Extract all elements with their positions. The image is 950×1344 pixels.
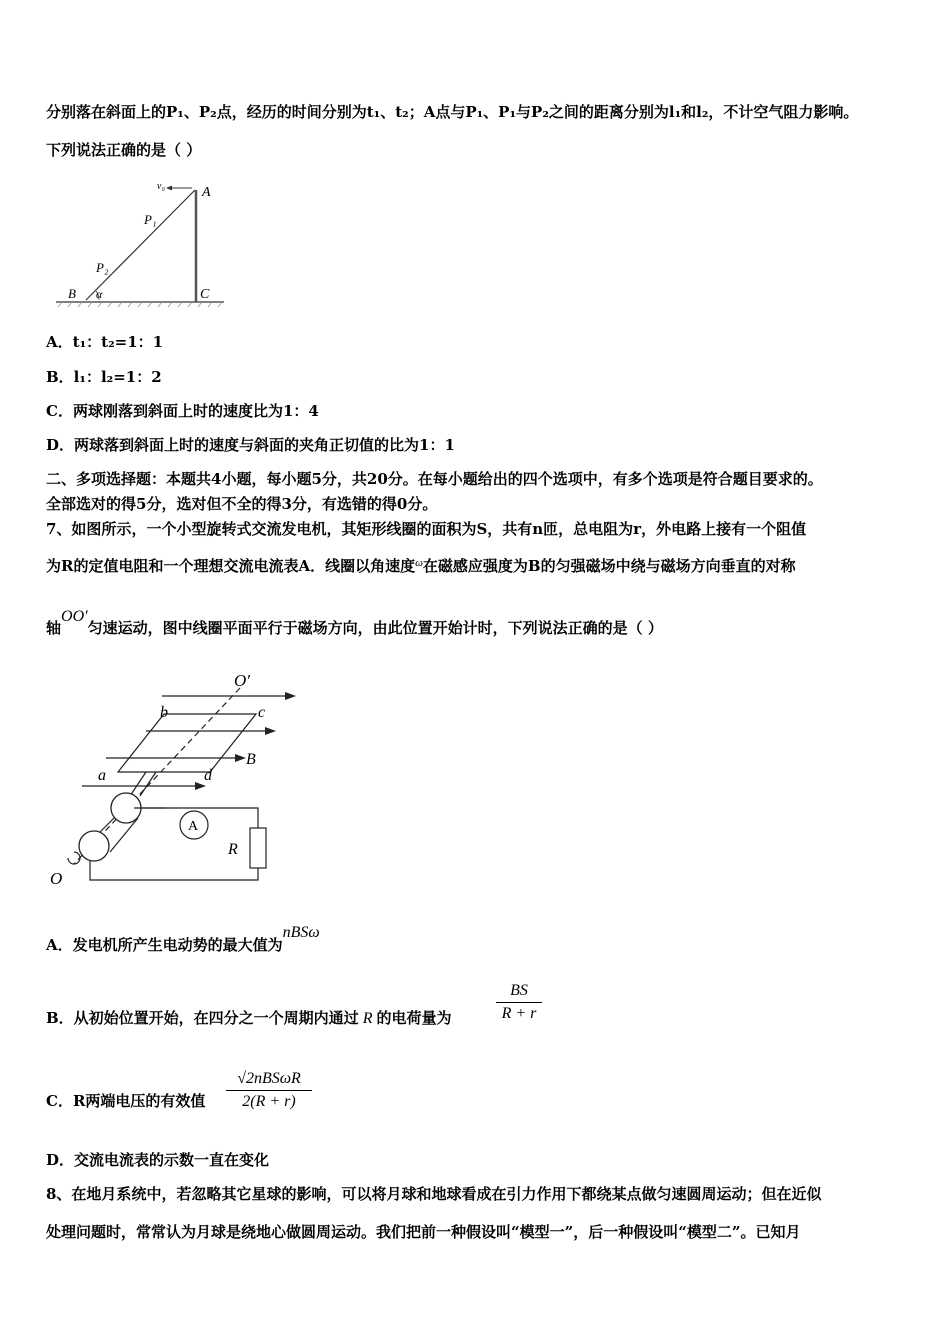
slip-ring-lower xyxy=(79,831,109,861)
label-O: O xyxy=(50,869,63,888)
incline-figure xyxy=(52,176,232,308)
voltage-fraction xyxy=(226,1070,312,1111)
q6-line2: 下列说法正确的是（ ） xyxy=(46,141,202,159)
charge-numerator: BS xyxy=(510,982,528,999)
q6-line1: 分别落在斜面上的P₁、P₂点，经历的时间分别为t₁、t₂；A点与P₁、P₁与P₂之间的距离分别为l₁和l₂，不计空气阻力影响。 xyxy=(46,103,859,121)
q7-option-c: C．R两端电压的有效值 xyxy=(46,1092,206,1110)
q6-option-a: A．t₁：t₂=1：1 xyxy=(46,333,164,351)
charge-fraction xyxy=(496,982,542,1023)
charge-denominator: R + r xyxy=(496,1002,542,1023)
q6-option-b: B．l₁：l₂=1：2 xyxy=(46,368,162,386)
label-O-prime: O′ xyxy=(234,671,250,690)
label-ammeter: A xyxy=(188,819,199,834)
q7-option-d: D．交流电流表的示数一直在变化 xyxy=(46,1151,270,1169)
label-R: R xyxy=(228,841,238,858)
q6-option-d: D．两球落到斜面上时的速度与斜面的夹角正切值的比为1：1 xyxy=(46,436,455,454)
point-B-label: B xyxy=(68,286,76,301)
q7-option-a: A．发电机所产生电动势的最大值为nBSω xyxy=(46,924,320,954)
emf-expression: nBSω xyxy=(282,924,320,941)
label-a: a xyxy=(98,767,106,784)
q7-line1: 7、如图所示，一个小型旋转式交流发电机，其矩形线圈的面积为S，共有n匝，总电阻为r，外电路上接有一个阻值 xyxy=(46,520,807,538)
resistor-R xyxy=(250,828,266,868)
generator-figure xyxy=(46,668,306,890)
point-A-label: A xyxy=(202,185,211,200)
incline-line xyxy=(86,190,195,300)
resistor-symbol: R xyxy=(362,1010,373,1027)
point-C-label: C xyxy=(200,287,210,302)
label-B-field: B xyxy=(246,751,256,768)
q6-option-c: C．两球刚落到斜面上时的速度比为1：4 xyxy=(46,402,319,420)
voltage-numerator: √2nBSωR xyxy=(237,1070,301,1087)
section-heading-line1: 二、多项选择题：本题共4小题，每小题5分，共20分。在每小题给出的四个选项中，有多个选项是符合题目要求的。 xyxy=(46,470,823,488)
omega-symbol: ω xyxy=(415,557,423,569)
coil-loop xyxy=(118,714,256,772)
q8-line2: 处理问题时，常常认为月球是绕地心做圆周运动。我们把前一种假设叫“模型一”，后一种假设叫“模型二”。已知月 xyxy=(46,1223,801,1241)
label-c: c xyxy=(258,704,266,721)
point-P2-label: P₂ xyxy=(96,260,109,275)
point-P1-label: P₁ xyxy=(144,212,157,227)
label-b: b xyxy=(160,704,168,721)
angle-alpha-label: α xyxy=(96,287,103,301)
voltage-denominator: 2(R + r) xyxy=(226,1090,312,1111)
q8-line1: 8、在地月系统中，若忽略其它星球的影响，可以将月球和地球看成在引力作用下都绕某点做匀速圆周运动；但在近似 xyxy=(46,1185,822,1203)
axis-symbol: OO′ xyxy=(61,608,88,625)
label-d: d xyxy=(204,767,212,784)
v0-label: v₀ xyxy=(157,181,165,192)
q7-line2: 为R的定值电阻和一个理想交流电流表A．线圈以角速度$^\omega$在磁感应强度为B的匀强磁场中绕与磁场方向垂直的对称 xyxy=(46,557,796,575)
section-heading-line2: 全部选对的得5分，选对但不全的得3分，有选错的得0分。 xyxy=(46,495,438,513)
q7-option-b: B．从初始位置开始，在四分之一个周期内通过 R 的电荷量为 xyxy=(46,1009,452,1027)
q7-line3: 轴OO′匀速运动，图中线圈平面平行于磁场方向，由此位置开始计时，下列说法正确的是（ ） xyxy=(46,608,663,637)
